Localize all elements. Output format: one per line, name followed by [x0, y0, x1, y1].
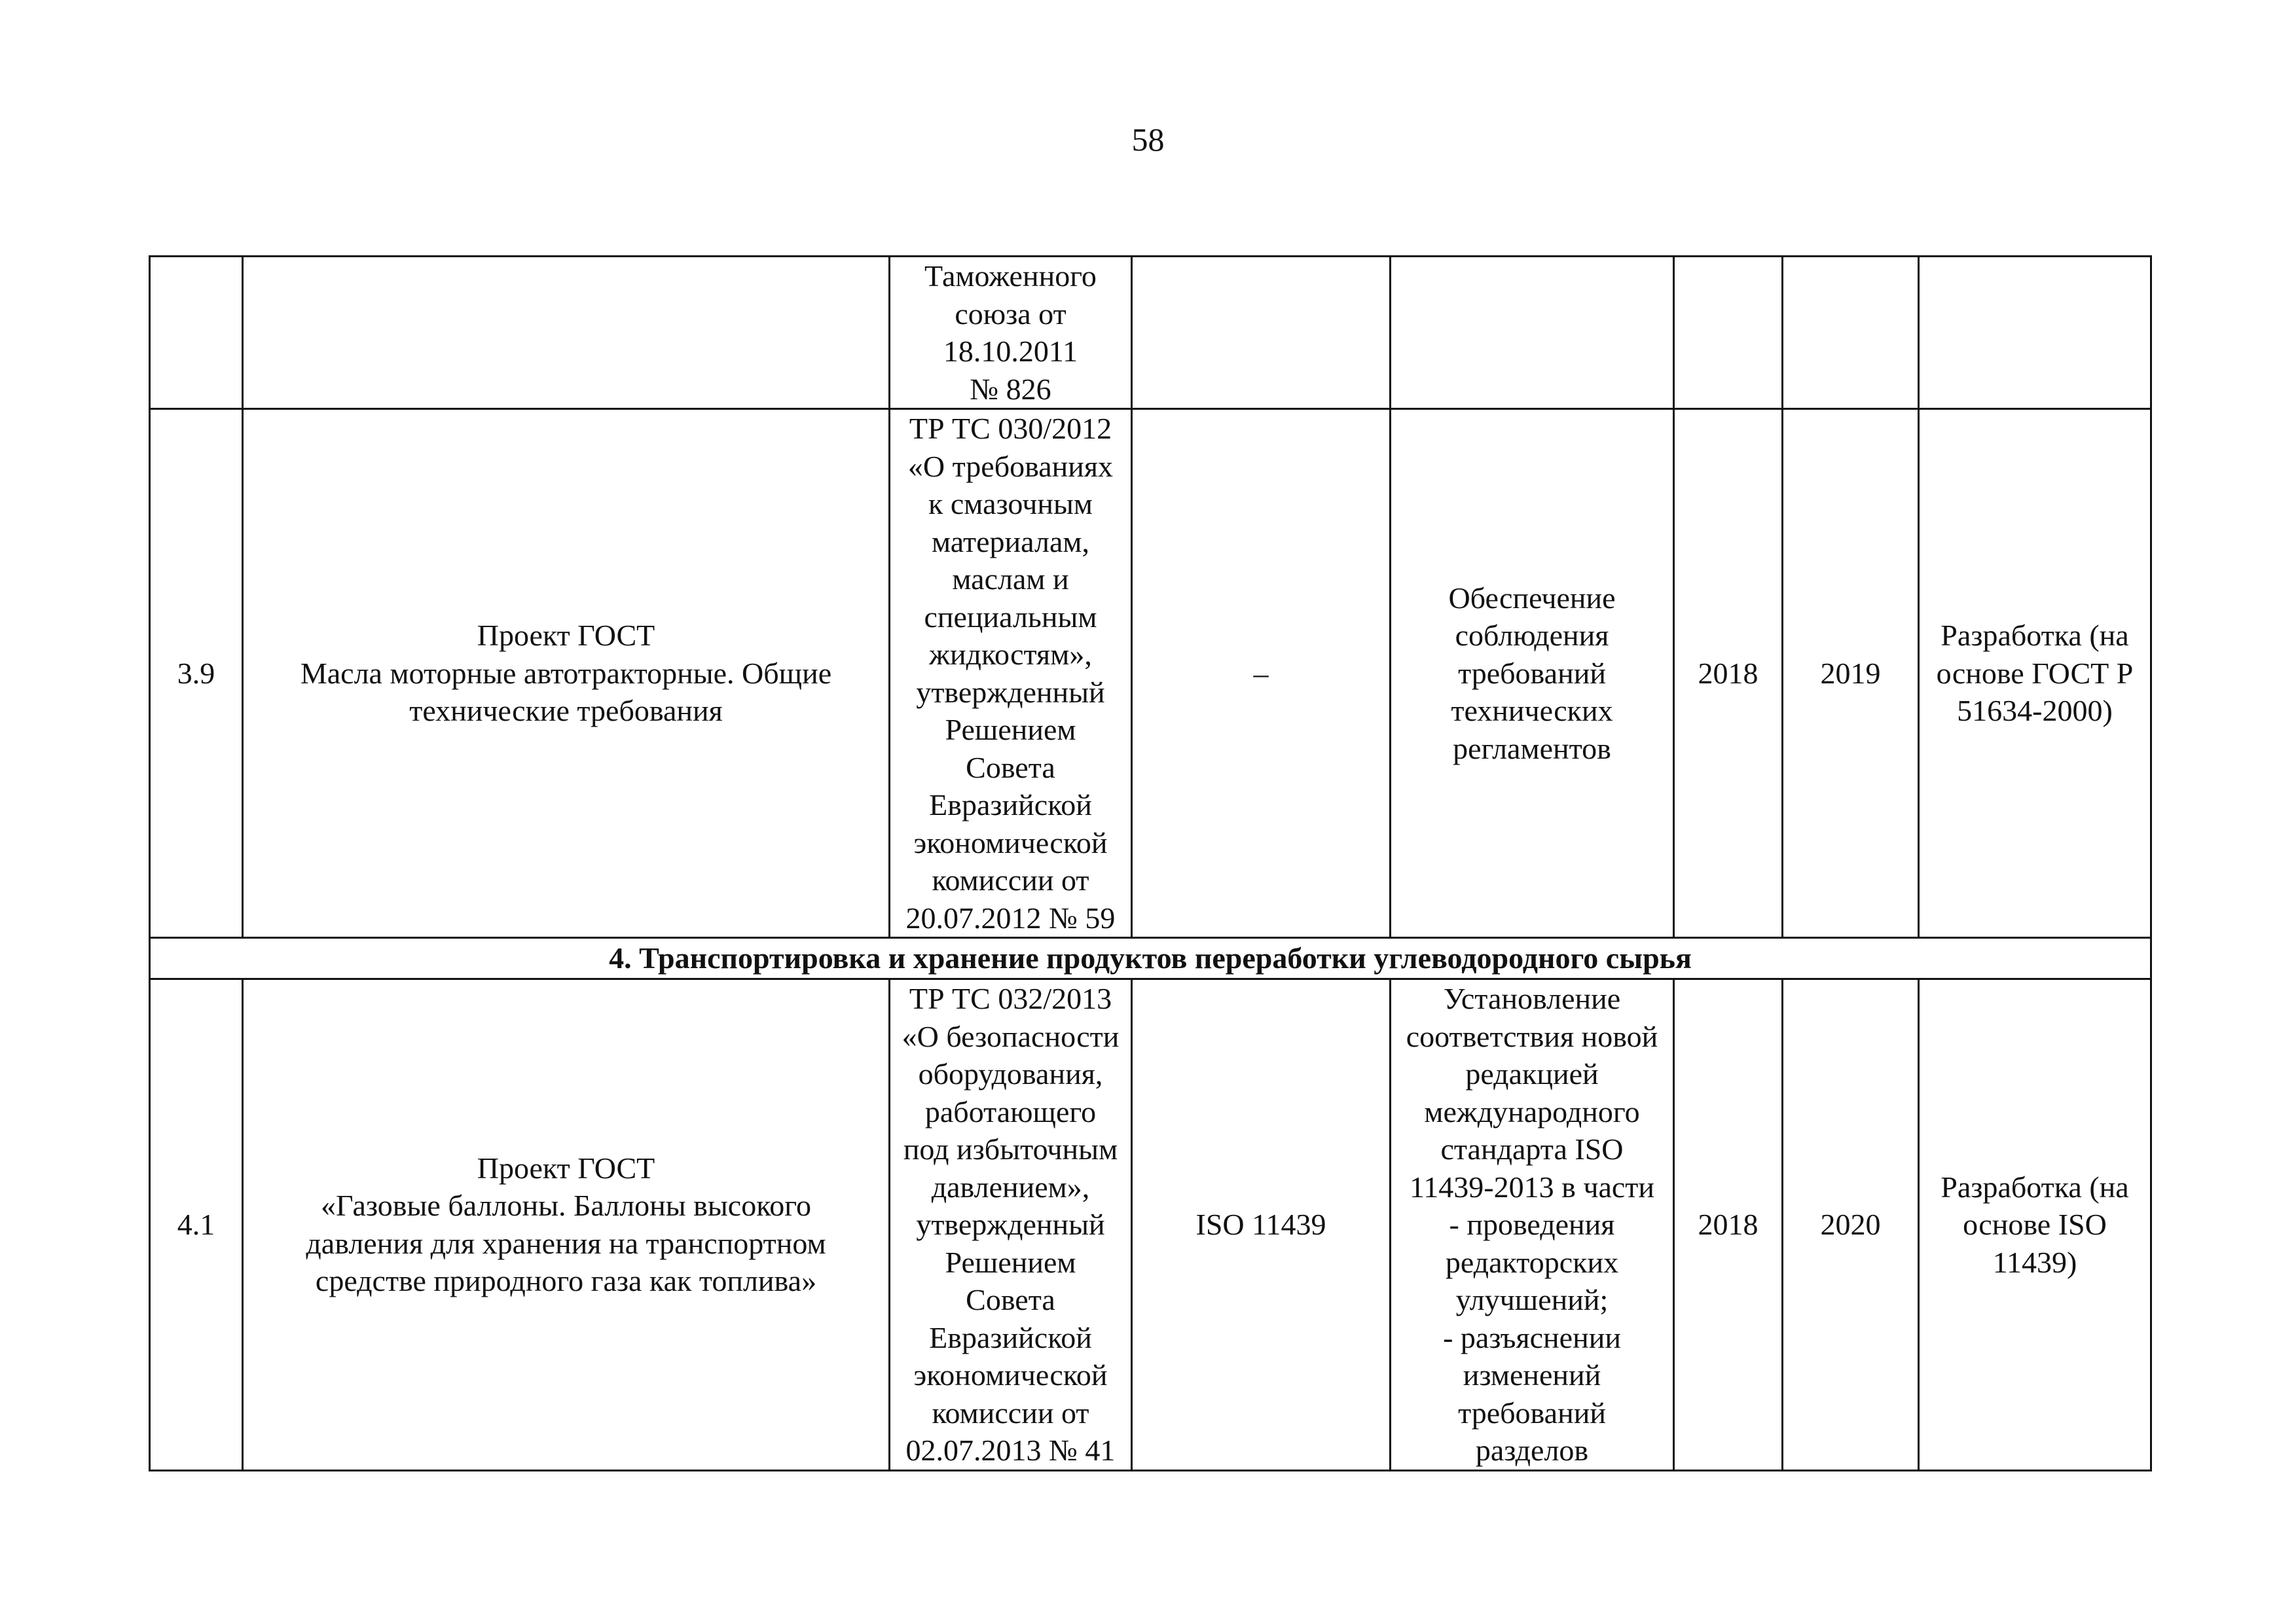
purpose-line: стандарта ISO — [1440, 1132, 1624, 1166]
standard-line: утвержденный — [916, 1208, 1105, 1241]
standard-line: специальным — [924, 600, 1097, 634]
note-line: Разработка (на — [1941, 1170, 2129, 1204]
table-row-continuation — [150, 257, 2151, 409]
title-line: Проект ГОСТ — [477, 619, 655, 653]
standard-line: утвержденный — [916, 675, 1105, 709]
cell-title — [243, 409, 890, 938]
section-header-row — [150, 938, 2151, 979]
standard-line: под избыточным — [903, 1132, 1118, 1166]
table-row-3-9 — [150, 409, 2151, 938]
table-row-4-1 — [150, 979, 2151, 1471]
purpose-line: международного — [1424, 1094, 1640, 1128]
cell-note — [1919, 409, 2151, 938]
purpose-line: редакторских — [1445, 1245, 1619, 1279]
standard-line: «О безопасности — [902, 1019, 1120, 1053]
cell-title — [243, 979, 890, 1471]
purpose-line: разделов — [1475, 1434, 1589, 1467]
purpose-line: соблюдения — [1455, 619, 1609, 653]
standard-line: оборудования, — [918, 1057, 1103, 1091]
cell-international: ISO 11439 — [1132, 979, 1391, 1471]
standard-line: ТР ТС 030/2012 — [909, 412, 1112, 445]
section-title: 4. Транспортировка и хранение продуктов переработки углеводородного сырья — [150, 938, 2151, 979]
standard-line: экономической — [913, 1358, 1108, 1392]
standard-line: 02.07.2013 № 41 — [905, 1434, 1116, 1467]
purpose-line: улучшений; — [1455, 1283, 1609, 1316]
standard-line: экономической — [913, 825, 1108, 859]
cell-note — [1919, 979, 2151, 1471]
cell-purpose — [1391, 257, 1674, 409]
standard-line: № 826 — [970, 372, 1051, 406]
standards-table — [149, 255, 2152, 1471]
cell-end-year — [1783, 257, 1919, 409]
standard-line: комиссии от — [932, 863, 1089, 897]
cell-start-year — [1674, 257, 1783, 409]
purpose-line: редакцией — [1465, 1057, 1599, 1091]
page-number: 58 — [1131, 121, 1165, 158]
standard-line: Евразийской — [929, 1320, 1092, 1354]
cell-start-year: 2018 — [1674, 979, 1783, 1471]
cell-international — [1132, 257, 1391, 409]
note-line: 51634-2000) — [1957, 694, 2113, 728]
purpose-line: изменений — [1463, 1358, 1601, 1392]
standard-line: Решением — [945, 1245, 1076, 1279]
title-line: давления для хранения на транспортном — [306, 1226, 826, 1260]
standard-line: ТР ТС 032/2013 — [909, 982, 1112, 1015]
cell-num: 3.9 — [150, 409, 243, 938]
standard-line: материалам, — [932, 524, 1089, 558]
purpose-line: Установление — [1443, 982, 1621, 1015]
standard-line: союза от — [955, 297, 1066, 331]
cell-purpose — [1391, 409, 1674, 938]
cell-end-year: 2019 — [1783, 409, 1919, 938]
note-line: Разработка (на — [1941, 619, 2129, 653]
standard-line: маслам и — [952, 562, 1069, 596]
standard-line: Евразийской — [929, 788, 1092, 821]
cell-num: 4.1 — [150, 979, 243, 1471]
title-line: Масла моторные автотракторные. Общие — [300, 656, 832, 690]
cell-international: – — [1132, 409, 1391, 938]
purpose-line: требований — [1458, 1396, 1606, 1430]
cell-purpose — [1391, 979, 1674, 1471]
purpose-line: 11439-2013 в части — [1409, 1170, 1655, 1204]
standard-line: жидкостям», — [929, 638, 1092, 671]
cell-start-year: 2018 — [1674, 409, 1783, 938]
purpose-line: требований — [1458, 656, 1606, 690]
cell-num — [150, 257, 243, 409]
title-line: средстве природного газа как топлива» — [315, 1264, 817, 1298]
cell-end-year: 2020 — [1783, 979, 1919, 1471]
cell-note — [1919, 257, 2151, 409]
cell-standard — [890, 979, 1132, 1471]
purpose-line: регламентов — [1453, 731, 1611, 765]
title-line: Проект ГОСТ — [477, 1151, 655, 1185]
cell-title — [243, 257, 890, 409]
note-line: основе ГОСТ Р — [1936, 656, 2134, 690]
standard-line: Совета — [966, 750, 1055, 784]
standard-line: работающего — [924, 1094, 1097, 1128]
cell-standard — [890, 257, 1132, 409]
purpose-line: Обеспечение — [1448, 581, 1616, 615]
purpose-line: - разъяснении — [1443, 1320, 1621, 1354]
title-line: технические требования — [409, 694, 723, 728]
purpose-line: соответствия новой — [1406, 1019, 1658, 1053]
purpose-line: - проведения — [1449, 1208, 1615, 1241]
standard-line: «О требованиях — [907, 449, 1114, 483]
note-line: 11439) — [1992, 1245, 2077, 1279]
standard-line: Таможенного — [924, 259, 1097, 293]
standard-line: комиссии от — [932, 1396, 1089, 1430]
title-line: «Газовые баллоны. Баллоны высокого — [321, 1189, 811, 1223]
standard-line: давлением», — [931, 1170, 1090, 1204]
cell-standard — [890, 409, 1132, 938]
standard-line: Решением — [945, 713, 1076, 746]
standard-line: Совета — [966, 1283, 1055, 1316]
standard-line: 20.07.2012 № 59 — [905, 901, 1116, 935]
standard-line: 18.10.2011 — [943, 334, 1078, 368]
note-line: основе ISO — [1963, 1208, 2107, 1241]
purpose-line: технических — [1451, 694, 1613, 728]
standard-line: к смазочным — [928, 487, 1093, 520]
